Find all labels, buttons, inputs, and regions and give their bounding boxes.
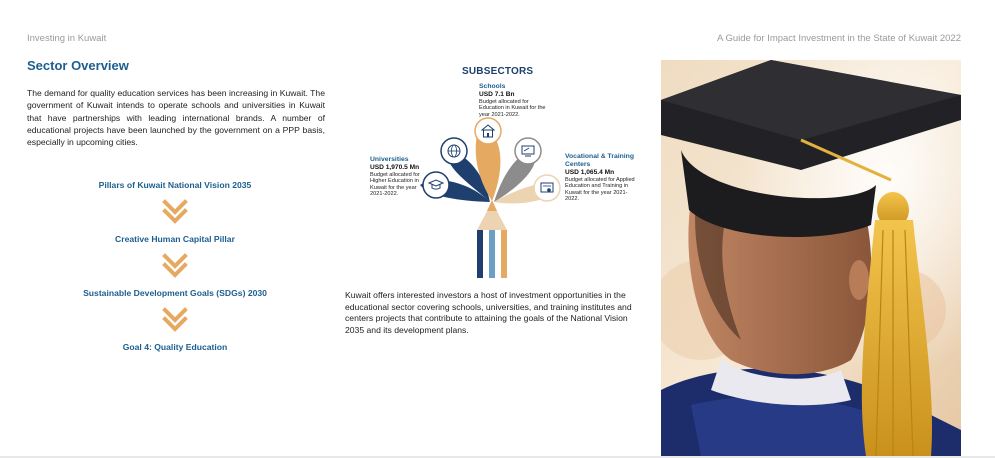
vocational-name: Vocational & Training Centers — [565, 153, 634, 168]
certificate-icon — [540, 182, 554, 195]
running-header-right: A Guide for Impact Investment in the State of Kuwait 2022 — [717, 33, 961, 44]
universities-amount: USD 1,970.5 Mn — [370, 164, 420, 171]
universities-label — [370, 156, 424, 197]
pillars-flow — [40, 180, 310, 352]
subsectors-title: SUBSECTORS — [462, 66, 534, 77]
school-icon — [481, 124, 495, 138]
universities-desc: Budget allocated for Higher Education in Kuwait for the year 2021-2022. — [370, 172, 420, 197]
down-arrow-icon — [161, 198, 189, 224]
schools-label — [479, 83, 549, 118]
pillar-national-vision: Pillars of Kuwait National Vision 2035 — [98, 180, 252, 190]
subsectors-infographic — [360, 85, 650, 280]
pillar-sdgs: Sustainable Development Goals (SDGs) 2030 — [83, 288, 267, 298]
schools-name: Schools — [479, 83, 506, 90]
section-title: Sector Overview — [27, 58, 129, 73]
training-icon — [521, 145, 535, 157]
globe-icon — [447, 144, 461, 158]
graduation-cap-icon — [428, 179, 444, 191]
intro-paragraph: The demand for quality education services has been increasing in Kuwait. The government of Kuwait intends to operate schools and universities in Kuwait that have partnerships with leading international brands. A number of educational projects have been launched by the government on a PPP basis, especially in upcoming cities. — [27, 88, 325, 148]
down-arrow-icon — [161, 306, 189, 332]
vocational-desc: Budget allocated for Applied Education and Training in Kuwait for the year 2021-2022. — [565, 177, 635, 202]
down-arrow-icon — [161, 252, 189, 278]
running-header-left: Investing in Kuwait — [27, 33, 107, 44]
vocational-amount: USD 1,065.4 Mn — [565, 169, 615, 176]
outro-paragraph: Kuwait offers interested investors a host of investment opportunities in the educational sector covering schools, universities, and training institutes and centers projects that contribute to attaining the goals of the National Vision 2035 and its development plans. — [345, 290, 632, 335]
vocational-label — [565, 153, 635, 202]
schools-desc: Budget allocated for Education in Kuwait for the year 2021-2022. — [479, 99, 546, 118]
pillar-quality-education: Goal 4: Quality Education — [122, 342, 228, 352]
graduate-photo-illustration — [661, 60, 961, 456]
pillar-human-capital: Creative Human Capital Pillar — [115, 234, 235, 244]
graduate-photo — [661, 60, 961, 456]
schools-amount: USD 7.1 Bn — [479, 91, 515, 98]
universities-name: Universities — [370, 156, 409, 163]
